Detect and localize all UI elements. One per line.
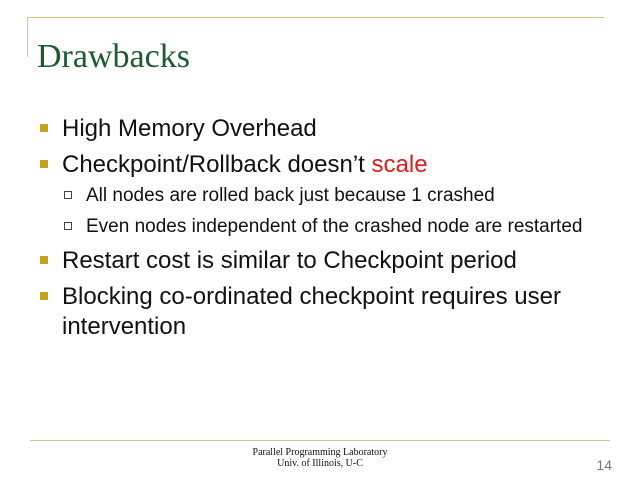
bullet-text: Checkpoint/Rollback doesn’t bbox=[62, 151, 372, 178]
bullet-text: High Memory Overhead bbox=[62, 115, 317, 142]
bullet-item bbox=[40, 282, 620, 342]
top-accent-line bbox=[27, 17, 604, 18]
bullet-text: Blocking co-ordinated checkpoint requires user intervention bbox=[62, 283, 561, 340]
bullet-item bbox=[40, 150, 620, 238]
page-number: 14 bbox=[596, 457, 612, 473]
bullet-text: Restart cost is similar to Checkpoint period bbox=[62, 247, 517, 274]
bullet-list bbox=[40, 114, 620, 348]
sub-bullet-text: Even nodes independent of the crashed node are restarted bbox=[86, 216, 583, 237]
hollow-square-bullet-icon bbox=[64, 222, 72, 230]
sub-bullet-item bbox=[62, 184, 620, 207]
footer-line1: Parallel Programming Laboratory bbox=[252, 447, 388, 458]
square-bullet-icon bbox=[40, 124, 48, 132]
square-bullet-icon bbox=[40, 256, 48, 264]
bullet-item bbox=[40, 114, 620, 144]
slide-title: Drawbacks bbox=[37, 38, 190, 75]
sub-bullet-list bbox=[62, 184, 620, 238]
footer bbox=[0, 447, 640, 469]
highlight-text: scale bbox=[371, 151, 428, 178]
footer-divider bbox=[30, 440, 610, 441]
sub-bullet-item bbox=[62, 215, 620, 238]
square-bullet-icon bbox=[40, 292, 48, 300]
hollow-square-bullet-icon bbox=[64, 191, 72, 199]
bullet-item bbox=[40, 246, 620, 276]
sub-bullet-text: All nodes are rolled back just because 1 crashed bbox=[86, 185, 495, 206]
square-bullet-icon bbox=[40, 160, 48, 168]
left-accent-line bbox=[27, 17, 28, 57]
footer-line2: Univ. of Illinois, U-C bbox=[277, 458, 363, 469]
